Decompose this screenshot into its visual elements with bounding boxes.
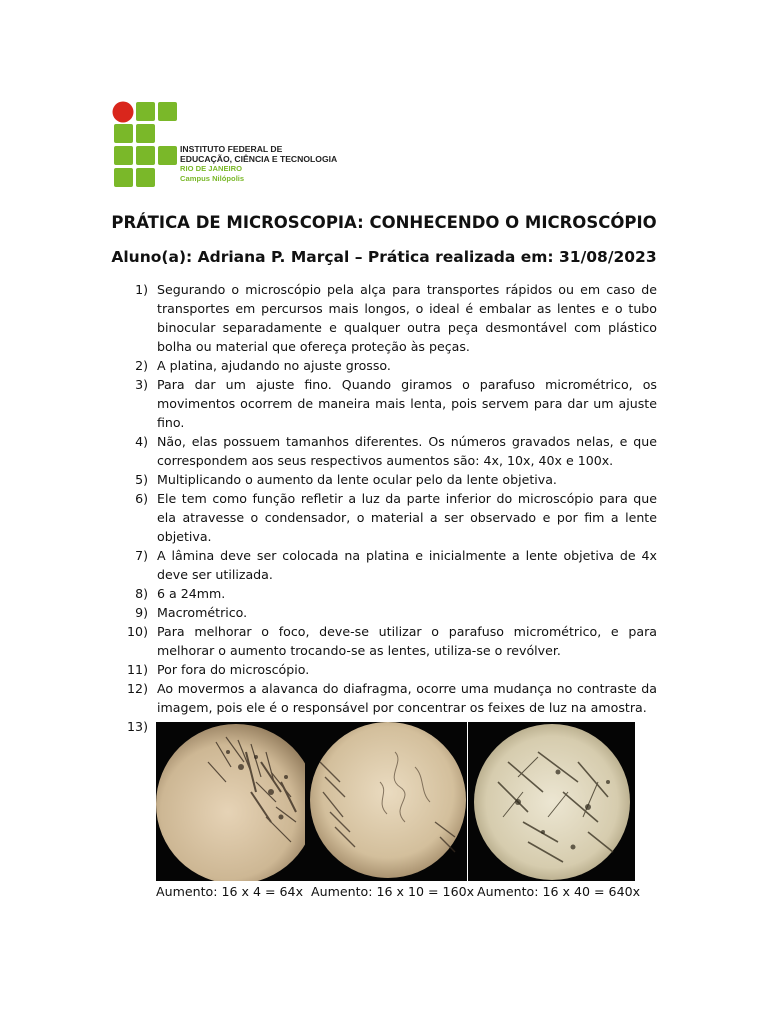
list-item — [112, 679, 657, 717]
item-text: Ao movermos a alavanca do diafragma, ocorre uma mudança no contraste da imagem, pois ele é o responsável por concentrar os feixes de luz na amostra. — [157, 681, 657, 715]
institution-line-1: INSTITUTO FEDERAL DE — [180, 144, 283, 154]
item-text: Multiplicando o aumento da lente ocular pelo da lente objetiva. — [157, 472, 557, 487]
item-text: Para dar um ajuste fino. Quando giramos o parafuso micrométrico, os movimentos ocorrem de maneira mais lenta, pois servem para dar um ajuste fino. — [157, 377, 657, 430]
item-number: 3) — [135, 377, 148, 392]
item-text: Ele tem como função refletir a luz da parte inferior do microscópio para que ela atravesse o condensador, o material a ser observado e por fim a lente objetiva. — [157, 491, 657, 544]
list-item — [112, 280, 657, 356]
item-number: 8) — [135, 586, 148, 601]
item-number: 6) — [135, 491, 148, 506]
institution-campus: Campus Nilópolis — [180, 174, 245, 183]
item-text: Para melhorar o foco, deve-se utilizar o parafuso micrométrico, e para melhorar o aumento trocando-se as lentes, utiliza-se o revólver. — [157, 624, 657, 658]
institution-line-2: EDUCAÇÃO, CIÊNCIA E TECNOLOGIA — [180, 154, 338, 164]
logo-square — [114, 168, 133, 187]
logo-square — [114, 124, 133, 143]
page-title: PRÁTICA DE MICROSCOPIA: CONHECENDO O MICROSCÓPIO — [111, 213, 657, 232]
item-number: 12) — [127, 681, 148, 696]
list-item — [112, 489, 657, 546]
item-text: A platina, ajudando no ajuste grosso. — [157, 358, 391, 373]
item-number: 4) — [135, 434, 148, 449]
item-number: 1) — [135, 282, 148, 297]
caption-160x: Aumento: 16 x 10 = 160x — [311, 884, 475, 899]
item-text: Não, elas possuem tamanhos diferentes. Os números gravados nelas, e que correspondem aos seus respectivos aumentos são: 4x, 10x, 40x e 100x. — [157, 434, 657, 468]
item-number: 5) — [135, 472, 148, 487]
list-item — [112, 584, 657, 603]
microscope-photo-160x — [305, 722, 467, 881]
microscope-photo-64x — [156, 722, 305, 881]
item-number: 11) — [127, 662, 148, 677]
item-text: A lâmina deve ser colocada na platina e inicialmente a lente objetiva de 4x deve ser utilizada. — [157, 548, 657, 582]
answers-list — [112, 280, 657, 734]
microscope-photo-640x — [468, 722, 635, 881]
list-item — [112, 356, 657, 375]
institution-name — [180, 144, 337, 184]
list-item — [112, 432, 657, 470]
item-text: 6 a 24mm. — [157, 586, 226, 601]
list-item — [112, 375, 657, 432]
logo-square — [136, 102, 155, 121]
item-text: Macrométrico. — [157, 605, 248, 620]
list-item — [112, 660, 657, 679]
logo-square — [158, 102, 177, 121]
logo-red-circle — [113, 102, 134, 123]
item-text: Por fora do microscópio. — [157, 662, 310, 677]
item-number: 2) — [135, 358, 148, 373]
list-item — [112, 622, 657, 660]
logo-square — [136, 146, 155, 165]
list-item — [112, 546, 657, 584]
institution-line-3: RIO DE JANEIRO — [180, 164, 243, 173]
item-number: 13) — [127, 719, 148, 734]
item-number: 9) — [135, 605, 148, 620]
item-number: 10) — [127, 624, 148, 639]
logo-square — [136, 168, 155, 187]
item-number: 7) — [135, 548, 148, 563]
item-text: Segurando o microscópio pela alça para transportes rápidos ou em caso de transportes em percursos mais longos, o ideal é embalar as lentes e o tubo binocular separadamente e qualquer outra peça desmontável com plástico bolha ou material que ofereça proteção às peças. — [157, 282, 657, 354]
caption-64x: Aumento: 16 x 4 = 64x — [156, 884, 304, 899]
caption-640x: Aumento: 16 x 40 = 640x — [477, 884, 641, 899]
list-item — [112, 470, 657, 489]
list-item — [112, 603, 657, 622]
student-info: Aluno(a): Adriana P. Marçal – Prática realizada em: 31/08/2023 — [111, 248, 657, 266]
logo-square — [158, 146, 177, 165]
logo-square — [114, 146, 133, 165]
logo-square — [136, 124, 155, 143]
